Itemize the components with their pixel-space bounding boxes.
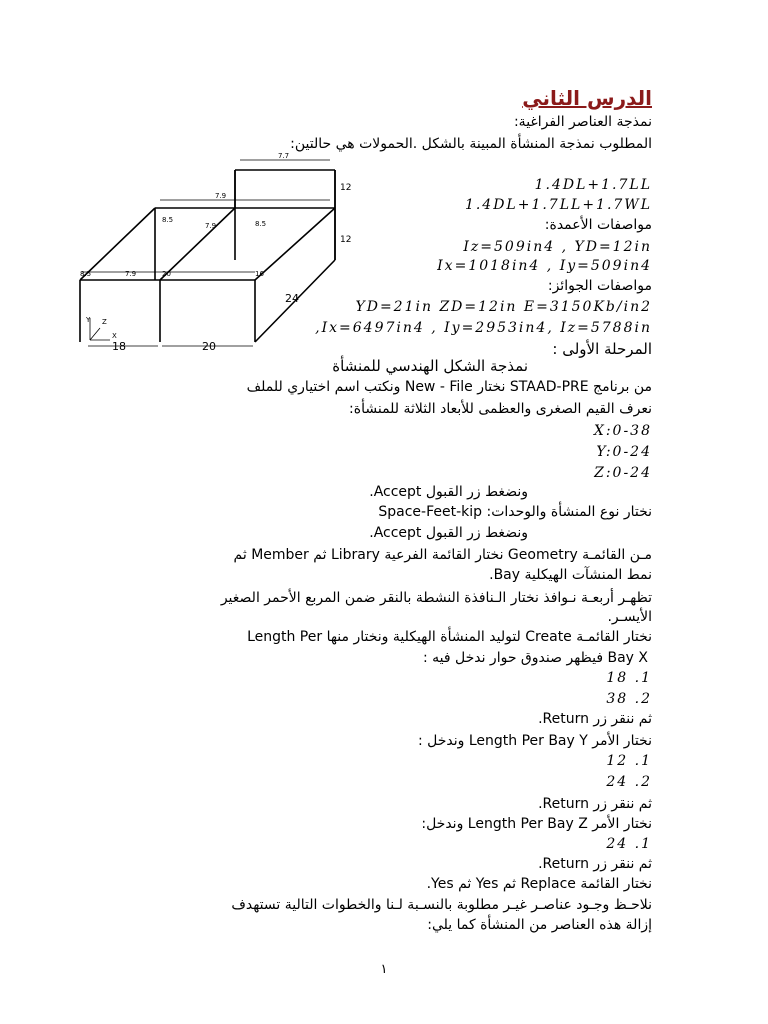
section-heading: المرحلة الأولى :	[552, 340, 652, 358]
load-label: 8.5	[162, 216, 174, 224]
text-line: تظهـر أربعـة نـوافذ نختار الـنافذة النشطة بالنقر ضمن المربع الأحمر الصغير	[220, 590, 652, 606]
text-line: مواصفات الجوائز:	[547, 278, 652, 294]
value-line: 1. 18	[606, 670, 652, 686]
axis-label: X	[112, 332, 117, 340]
value-line: Y:0-24	[596, 444, 652, 460]
text-line: نختار القائمة Replace ثم Yes ثم Yes.	[426, 876, 652, 892]
text-line: نختار نوع المنشأة والوحدات: Space-Feet-kip	[378, 504, 652, 520]
load-label: 7.9	[205, 222, 217, 230]
formula-line: Ix=1018in4 , Iy=509in4	[437, 258, 652, 274]
value-line: Z:0-24	[594, 465, 652, 481]
dimension-label: 18	[112, 340, 126, 353]
text-line: ثم ننقر زر Return.	[538, 796, 652, 812]
text-line: الأيسـر.	[607, 609, 652, 625]
axis-label: Z	[102, 318, 107, 326]
dimension-label: 24	[285, 292, 299, 305]
text-line: نختار الأمر Length Per Bay Y وندخل :	[417, 733, 652, 749]
value-line: 2. 38	[606, 691, 652, 707]
value-line: 1. 24	[606, 836, 652, 852]
text-line: المطلوب نمذجة المنشأة المبينة بالشكل .الحمولات هي حالتين:	[290, 136, 652, 152]
load-label: 7.9	[215, 192, 227, 200]
text-line: ونضغط زر القبول Accept.	[369, 484, 528, 500]
load-label: 20	[162, 270, 171, 278]
dimension-label: 12	[340, 235, 352, 245]
text-line: مـن القائمـة Geometry نختار القائمة الفرعية Library ثم Member ثم	[233, 547, 652, 563]
page-number: ١	[380, 962, 388, 977]
text-line: مواصفات الأعمدة:	[544, 217, 652, 233]
dimension-label: 20	[202, 340, 216, 353]
text-line: نمط المنشآت الهيكلية Bay.	[489, 567, 652, 583]
load-label: 8.5	[255, 220, 267, 228]
text-line: من برنامج STAAD-PRE نختار New - File ونكتب اسم اختياري للملف	[246, 379, 652, 395]
value-line: 2. 24	[606, 774, 652, 790]
text-line: ثم ننقر زر Return.	[538, 711, 652, 727]
dimension-label: 12	[340, 183, 352, 193]
axis-label: Y	[86, 316, 91, 324]
formula-line: 1.4DL+1.7LL+1.7WL	[464, 197, 652, 213]
value-line: 1. 12	[606, 753, 652, 769]
page-title: الدرس الثاني	[522, 86, 652, 110]
text-line: نلاحـظ وجـود عناصـر غيـر مطلوبة بالنسـبة لـنا والخطوات التالية تستهدف	[231, 897, 652, 913]
formula-line: Iz=509in4 , YD=12in	[463, 239, 652, 255]
load-label: 16	[255, 270, 264, 278]
text-line: ونضغط زر القبول Accept.	[369, 525, 528, 541]
value-line: X:0-38	[593, 423, 652, 439]
formula-line: YD=21in ZD=12in E=3150Kb/in2	[355, 299, 652, 315]
text-line: نعرف القيم الصغرى والعظمى للأبعاد الثلاثة للمنشأة:	[349, 401, 652, 417]
section-subheading: نمذجة الشكل الهندسي للمنشأة	[332, 357, 528, 375]
formula-line: Ix=6497in4 , Iy=2953in4, Iz=5788in,	[315, 320, 652, 336]
text-line: نختار القائمـة Create لتوليد المنشأة الهيكلية ونختار منها Length Per	[247, 629, 652, 645]
text-line: إزالة هذه العناصر من المنشأة كما يلي:	[427, 917, 652, 933]
text-line: نمذجة العناصر الفراغية:	[513, 114, 652, 130]
load-label: 7.7	[278, 152, 290, 160]
structural-frame-diagram	[70, 150, 350, 360]
load-label: 7.9	[125, 270, 137, 278]
load-label: 8.5	[80, 270, 92, 278]
text-line: نختار الأمر Length Per Bay Z وندخل:	[421, 816, 652, 832]
formula-line: 1.4DL+1.7LL	[534, 177, 652, 193]
text-line: Bay X فيظهر صندوق حوار ندخل فيه :	[422, 650, 648, 666]
text-line: ثم ننقر زر Return.	[538, 856, 652, 872]
